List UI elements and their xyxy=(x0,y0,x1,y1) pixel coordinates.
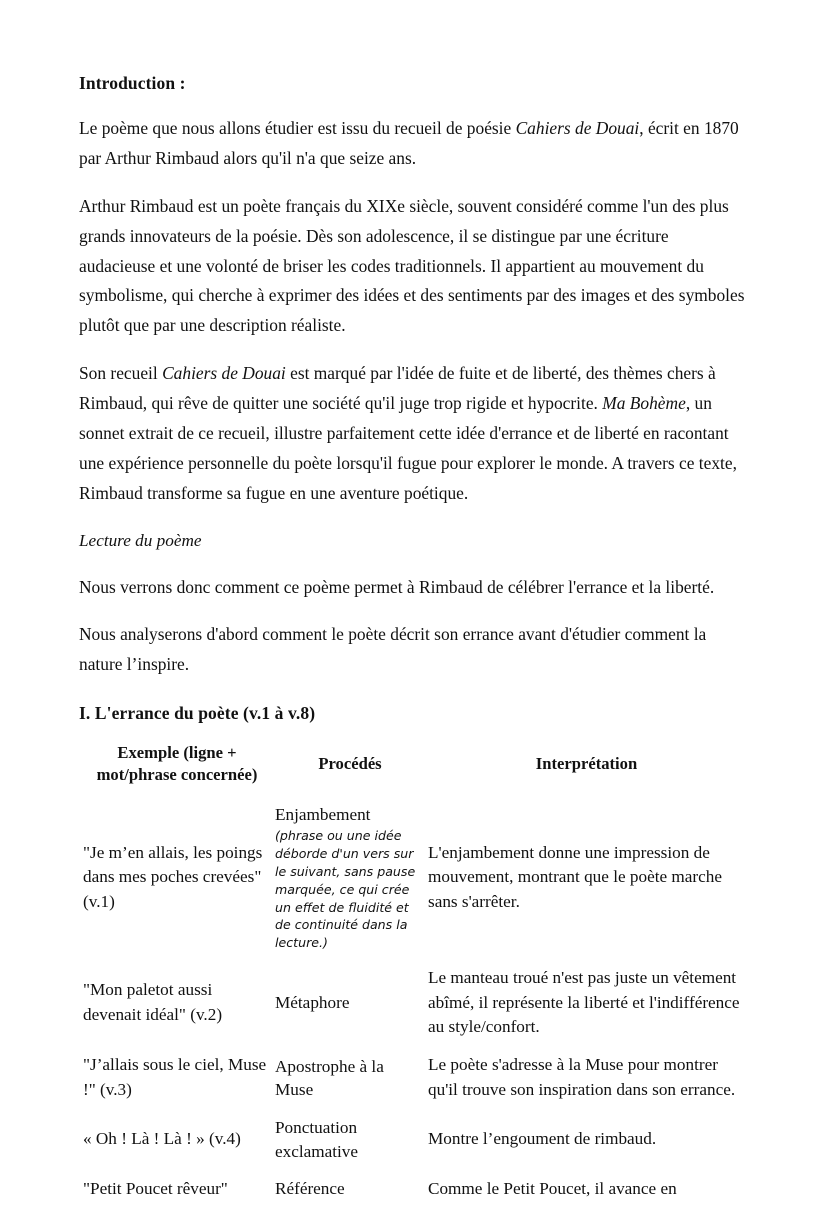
paragraph-p2 xyxy=(79,192,748,342)
column-header-interpretation: Interprétation xyxy=(535,754,638,774)
cell-example: "J’allais sous le ciel, Muse !" (v.3) xyxy=(83,1055,267,1099)
cell-example: "Petit Poucet rêveur" xyxy=(83,1178,228,1198)
cell-procede xyxy=(275,959,425,1046)
procede-title: Enjambement xyxy=(275,804,371,824)
paragraph-text: Son recueil xyxy=(79,363,163,384)
paragraph-p1 xyxy=(79,114,748,174)
procede-title: Ponctuation exclamative xyxy=(275,1118,359,1161)
cell-interpretation: Le manteau troué n'est pas juste un vêtement abîmé, il représente la liberté et l'indifférence au style/confort. xyxy=(428,968,740,1037)
document-body xyxy=(79,72,748,1208)
lecture-label: Lecture du poème xyxy=(79,531,202,550)
analysis-table xyxy=(79,739,748,1208)
italic-title: Cahiers de Douai xyxy=(515,117,640,138)
part-one-heading: I. L'errance du poète (v.1 à v.8) xyxy=(79,703,316,724)
table-header-row xyxy=(79,739,748,796)
post-lecture-paragraphs xyxy=(79,573,748,681)
cell-interpretation: Montre l’engoument de rimbaud. xyxy=(428,1129,657,1149)
table-row xyxy=(79,1046,748,1109)
paragraph-p3 xyxy=(79,359,748,509)
intro-paragraphs xyxy=(79,114,748,509)
paragraph-text: est marqué par l'idée de fuite et de liberté, des thèmes chers à Rimbaud, qui rêve de quitter une société qu'il juge trop rigide et hypocrite. xyxy=(79,363,716,414)
cell-interpretation: L'enjambement donne une impression de mouvement, montrant que le poète marche sans s'arrêter. xyxy=(428,842,722,911)
paragraph-text: , écrit en 1870 par Arthur Rimbaud alors qu'il n'a que seize ans. xyxy=(79,117,739,168)
post-lecture-paragraph: Nous analyserons d'abord comment le poète décrit son errance avant d'étudier comment la nature l’inspire. xyxy=(79,624,707,675)
column-header-example: Exemple (ligne + mot/phrase concernée) xyxy=(96,743,258,784)
cell-procede xyxy=(275,1109,425,1169)
introduction-heading: Introduction : xyxy=(79,73,186,93)
cell-procede xyxy=(275,1046,425,1109)
paragraph-text: Arthur Rimbaud est un poète français du XIXe siècle, souvent considéré comme l'un des plus grands innovateurs de la poésie. Dès son adolescence, il se distingue par une écriture audacieuse et une volonté de briser les codes traditionnels. Il appartient au mouvement du symbolisme, qui cherche à exprimer des idées et des sentiments par des images et des symboles plutôt que par une description réaliste. xyxy=(79,195,745,336)
cell-example: "Je m’en allais, les poings dans mes poches crevées" (v.1) xyxy=(83,842,263,911)
cell-interpretation: Comme le Petit Poucet, il avance en xyxy=(428,1178,677,1198)
procede-title: Métaphore xyxy=(275,993,350,1013)
table-body xyxy=(79,796,748,1208)
table-row xyxy=(79,959,748,1046)
cell-procede xyxy=(275,796,425,959)
procede-title: Apostrophe à la Muse xyxy=(275,1056,384,1099)
paragraph-text: Le poème que nous allons étudier est issu du recueil de poésie xyxy=(79,117,516,138)
cell-example: "Mon paletot aussi devenait idéal" (v.2) xyxy=(83,980,223,1024)
table-header xyxy=(79,739,748,796)
procede-title: Référence xyxy=(275,1179,345,1199)
post-lecture-paragraph: Nous verrons donc comment ce poème permet à Rimbaud de célébrer l'errance et la liberté. xyxy=(79,576,715,597)
cell-example: « Oh ! Là ! Là ! » (v.4) xyxy=(83,1129,241,1149)
table-row xyxy=(79,1170,748,1208)
procede-note: (phrase ou une idée déborde d'un vers sur le suivant, sans pause marquée, ce qui crée un effet de fluidité et de continuité dans la lecture.) xyxy=(275,828,416,951)
table-row xyxy=(79,1109,748,1169)
table-row xyxy=(79,796,748,959)
italic-title: Cahiers de Douai xyxy=(162,363,286,384)
paragraph-text: , un sonnet extrait de ce recueil, illustre parfaitement cette idée d'errance et de liberté en racontant une expérience personnelle du poète lorsqu'il fugue pour explorer le monde. A travers ce texte, Rimbaud transforme sa fugue en une aventure poétique. xyxy=(79,393,737,504)
italic-title: Ma Bohème xyxy=(602,393,686,414)
cell-interpretation: Le poète s'adresse à la Muse pour montrer qu'il trouve son inspiration dans son errance. xyxy=(428,1055,736,1099)
cell-procede xyxy=(275,1170,425,1208)
column-header-procedes: Procédés xyxy=(318,754,382,774)
